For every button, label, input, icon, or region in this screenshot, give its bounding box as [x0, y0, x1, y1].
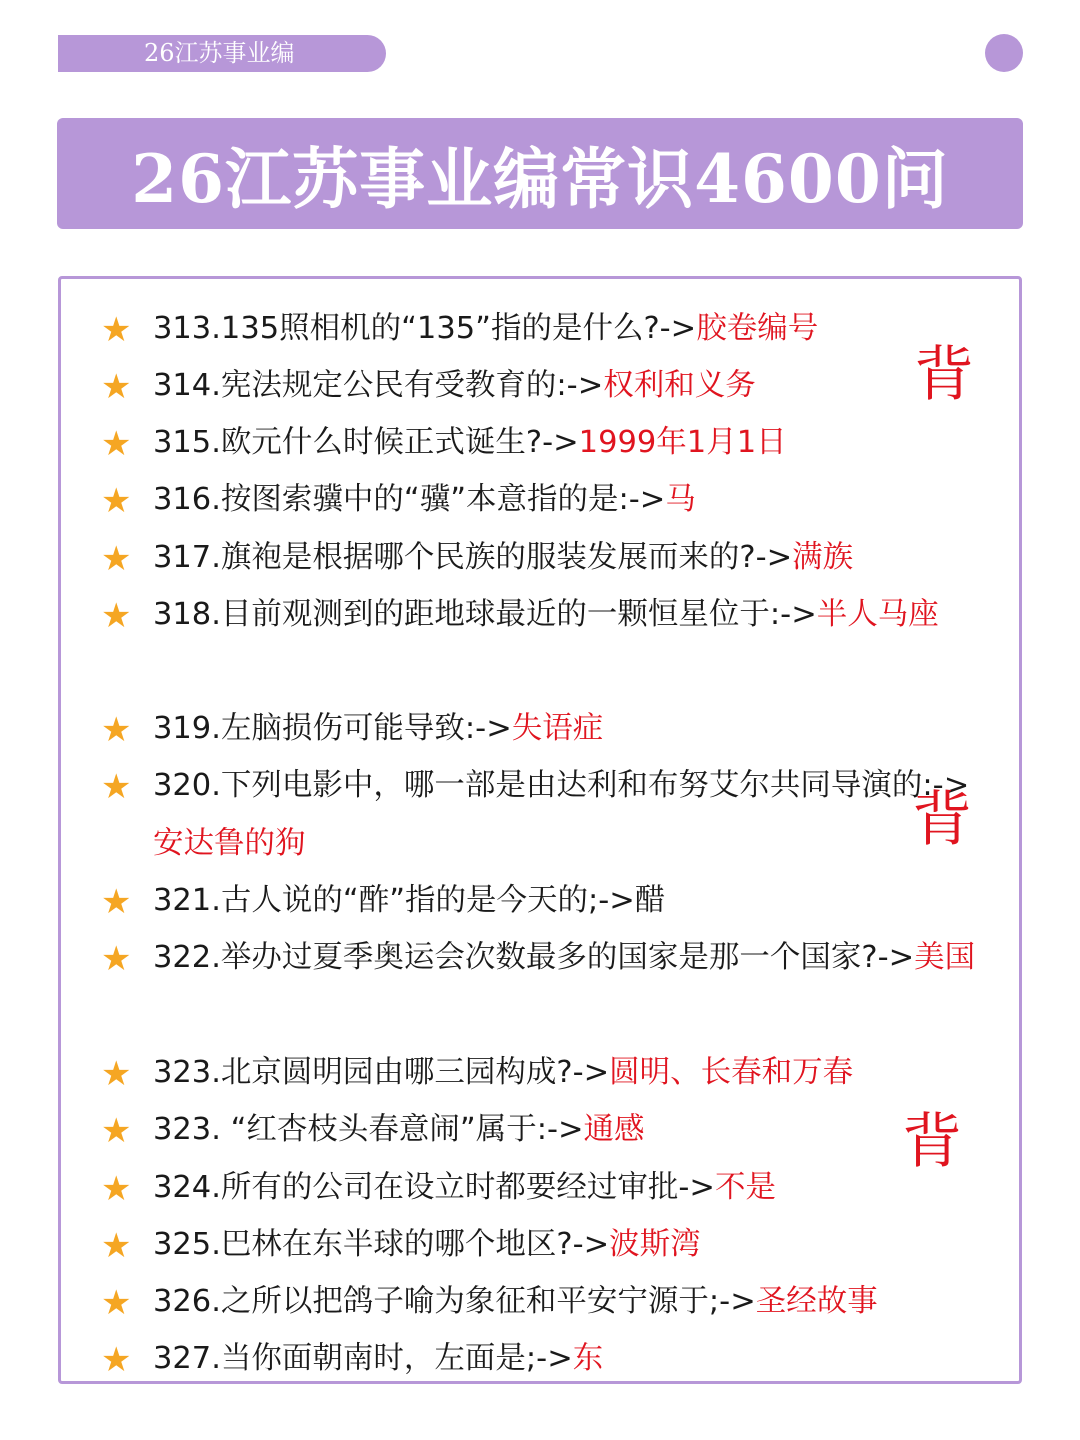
question: 322.举办过夏季奥运会次数最多的国家是那一个国家?->	[153, 940, 915, 975]
star-icon: ★	[101, 539, 132, 579]
question-text	[153, 1044, 995, 1102]
question-text	[153, 1101, 995, 1159]
question: 318.目前观测到的距地球最近的一颗恒星位于:->	[153, 597, 817, 632]
question-text	[153, 1159, 995, 1217]
answer: 东	[572, 1341, 604, 1376]
answer: 圆明、长春和万春	[609, 1055, 854, 1090]
answer: 胶卷编号	[696, 311, 819, 346]
star-icon: ★	[101, 882, 132, 922]
star-icon: ★	[101, 1340, 132, 1380]
memorize-mark-3: 背	[902, 1107, 962, 1177]
header-tag: 26江苏事业编	[58, 35, 386, 72]
title-banner	[57, 118, 1023, 229]
answer: 马	[665, 482, 696, 517]
question-text	[153, 414, 995, 472]
question: 327.当你面朝南时，左面是;->	[153, 1341, 573, 1376]
question-text	[153, 1330, 995, 1388]
question-text	[153, 300, 995, 358]
answer: 安达鲁的狗	[153, 825, 306, 861]
question: 317.旗袍是根据哪个民族的服装发展而来的?->	[153, 540, 793, 575]
question-text	[153, 1273, 995, 1331]
answer: 1999年1月1日	[578, 425, 787, 460]
star-icon: ★	[101, 310, 132, 350]
star-icon: ★	[101, 1054, 132, 1094]
answer: 波斯湾	[609, 1227, 701, 1262]
decorative-dot	[985, 34, 1023, 72]
answer: 美国	[914, 940, 976, 975]
star-icon: ★	[101, 710, 132, 750]
question-text	[153, 929, 995, 987]
star-icon: ★	[101, 596, 132, 636]
question: 313.135照相机的“135”指的是什么?->	[153, 311, 697, 346]
question: 319.左脑损伤可能导致:->	[153, 711, 512, 746]
question: 316.按图索骥中的“骥”本意指的是:->	[153, 482, 666, 517]
question-text	[153, 757, 995, 872]
question: 324.所有的公司在设立时都要经过审批->	[153, 1170, 715, 1205]
answer: 不是	[714, 1170, 776, 1205]
question-text	[153, 700, 995, 758]
question: 320.下列电影中，哪一部是由达利和布努艾尔共同导演的:->	[153, 768, 970, 803]
answer: 权利和义务	[603, 368, 756, 403]
star-icon: ★	[101, 939, 132, 979]
memorize-mark-1: 背	[914, 340, 974, 410]
question: 326.之所以把鸽子喻为象征和平安宁源于;->	[153, 1284, 756, 1319]
question: 314.宪法规定公民有受教育的:->	[153, 368, 604, 403]
star-icon: ★	[101, 481, 132, 521]
answer: 满族	[792, 540, 854, 575]
question: 323. “红杏枝头春意闹”属于:->	[153, 1112, 584, 1147]
answer: 圣经故事	[755, 1284, 878, 1319]
question: 315.欧元什么时候正式诞生?->	[153, 425, 579, 460]
star-icon: ★	[101, 767, 132, 807]
question: 321.古人说的“酢”指的是今天的;->醋	[153, 883, 666, 918]
question-text	[153, 1216, 995, 1274]
question-text	[153, 471, 995, 529]
memorize-mark-2: 背	[912, 785, 972, 855]
question: 325.巴林在东半球的哪个地区?->	[153, 1227, 610, 1262]
question: 323.北京圆明园由哪三园构成?->	[153, 1055, 610, 1090]
question-list-box	[58, 276, 1022, 1384]
star-icon: ★	[101, 424, 132, 464]
star-icon: ★	[101, 1169, 132, 1209]
question-text	[153, 872, 995, 930]
question-text	[153, 529, 995, 587]
question-text	[153, 357, 995, 415]
answer: 通感	[583, 1112, 645, 1147]
answer: 失语症	[511, 711, 604, 746]
star-icon: ★	[101, 1283, 132, 1323]
question-text	[153, 586, 995, 644]
star-icon: ★	[101, 1111, 132, 1151]
answer: 半人马座	[816, 597, 939, 632]
page-title: 26江苏事业编常识4600问	[131, 140, 949, 218]
star-icon: ★	[101, 1226, 132, 1266]
star-icon: ★	[101, 367, 132, 407]
